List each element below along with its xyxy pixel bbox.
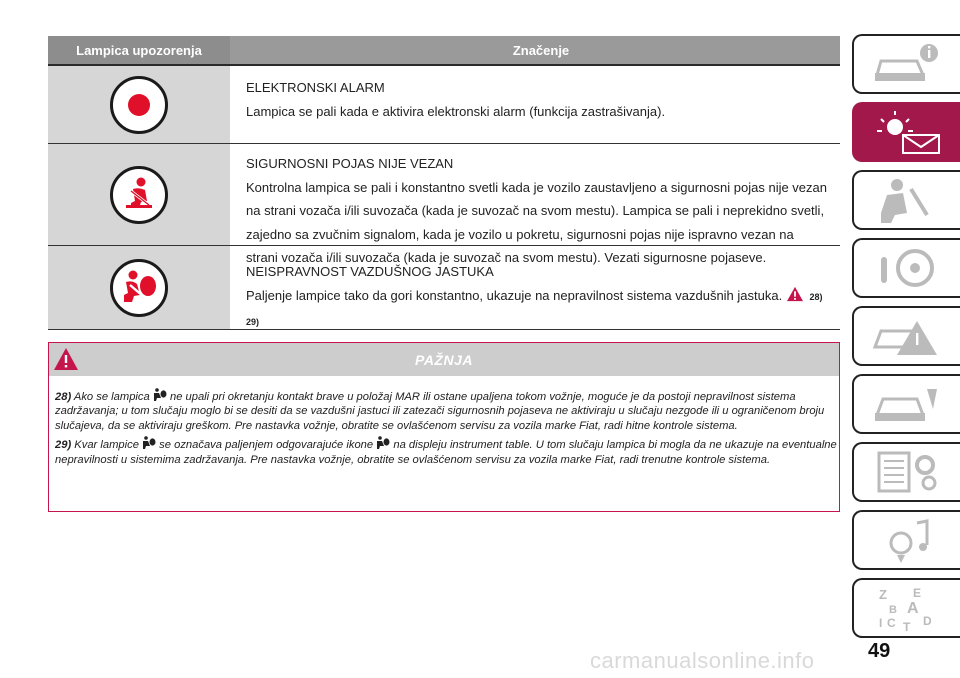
footnote-refs: 28) 29) <box>246 291 823 327</box>
note-text: Kvar lampice <box>74 439 139 452</box>
tab-index[interactable] <box>852 578 960 638</box>
seatbelt-icon <box>110 166 168 224</box>
index-letters-icon <box>867 583 947 633</box>
tab-starting-driving[interactable] <box>852 238 960 298</box>
warning-lights-table <box>48 36 840 330</box>
note-number: 29) <box>55 439 72 452</box>
meaning-cell <box>230 66 840 143</box>
tab-safety[interactable] <box>852 170 960 230</box>
tab-multimedia[interactable] <box>852 510 960 570</box>
table-header <box>48 36 840 64</box>
warning-body <box>49 376 839 467</box>
meaning-cell <box>230 144 840 265</box>
note-text: ne upali pri okretanju kontakt brave u položaj MAR ili ostane upaljena tokom vožnje, moguće je da postoji nepravilnost sistema zadržavanja; u tom slučaju moglo bi se desiti da se vazdušni jastuci ili zatezači sigurnosnih pojaseva ne aktiviraju u slučaju nezgode ili u ograničenom broju slučajeva, da se aktiviraju greškom. Pre nastavka vožnje, obratite se ovlašćenom servisu za vozila marke Fiat, radi hitne kontrole sistema. <box>55 391 825 432</box>
car-info-icon <box>867 39 947 89</box>
airbag-person-icon <box>142 436 156 449</box>
svg-text:A: A <box>907 600 919 617</box>
warning-triangle-icon <box>53 347 79 371</box>
airbag-icon <box>110 259 168 317</box>
tab-maintenance[interactable] <box>852 374 960 434</box>
row-title: ELEKTRONSKI ALARM <box>246 80 385 95</box>
warning-header <box>49 343 839 376</box>
steering-wheel-icon <box>867 243 947 293</box>
tab-warning-lights[interactable] <box>852 102 960 162</box>
airbag-person-icon <box>376 436 390 449</box>
row-title: SIGURNOSNI POJAS NIJE VEZAN <box>246 156 454 171</box>
row-description: Lampica se pali kada e aktivira elektronski alarm (funkcija zastrašivanja). <box>246 103 666 119</box>
table-row-alarm <box>48 66 840 144</box>
note-text: na displeju instrument table. U tom slučaju lampica bi mogla da ne ukazuje na eventualne nepravilnosti u sistemima zadržavanja. Pre nastavka vožnje, obratite se ovlašćenom servisu za vozila marke Fiat, radi trenutne kontrole sistema. <box>55 439 837 466</box>
red-dot-icon <box>110 76 168 134</box>
row-description: Kontrolna lampica se pali i konstantno svetli kada je vozilo zaustavljeno a sigurnosni pojas nije vezan na strani vozača i/ili suvozača (kada je suvozač na svom mestu). Lampica se pali i neprekidno svetli, zajedno sa zvučnim signalom, kada je vozilo u pokretu, sigurnosni pojas nije ispravno vezan na strani vozača i/ili suvozača (kada je suvozač na svom mestu). Vezati sigurnosne pojaseve. <box>246 179 828 265</box>
warning-note-28 <box>55 388 837 433</box>
row-title: NEISPRAVNOST VAZDUŠNOG JASTUKA <box>246 264 494 279</box>
warning-box <box>48 342 840 512</box>
meaning-cell <box>230 246 840 329</box>
warning-title: PAŽNJA <box>415 351 473 368</box>
svg-text:C: C <box>887 616 896 630</box>
row-description: Paljenje lampice tako da gori konstantno, ukazuje na nepravilnost sistema vazdušnih jastuka. <box>246 287 783 303</box>
svg-text:D: D <box>923 614 932 628</box>
icon-cell <box>48 246 230 329</box>
tab-technical-data[interactable] <box>852 442 960 502</box>
note-text: Ako se lampica <box>73 391 150 403</box>
header-meaning: Značenje <box>512 42 570 58</box>
emergency-icon <box>867 311 947 361</box>
svg-text:Z: Z <box>879 587 887 602</box>
airbag-person-icon <box>153 388 167 401</box>
tab-car-info[interactable] <box>852 34 960 94</box>
svg-text:I: I <box>879 616 883 630</box>
warning-triangle-icon <box>786 286 804 302</box>
svg-text:T: T <box>903 620 911 633</box>
table-row-seatbelt <box>48 144 840 265</box>
page-number: 49 <box>868 640 891 662</box>
icon-cell <box>48 66 230 143</box>
car-maintenance-icon <box>867 379 947 429</box>
note-text: se označava paljenjem odgovarajuće ikone <box>159 439 374 452</box>
svg-text:E: E <box>913 586 922 600</box>
svg-text:B: B <box>889 604 897 616</box>
watermark: carmanualsonline.info <box>590 648 815 673</box>
note-number: 28) <box>55 391 72 403</box>
table-row-airbag <box>48 246 840 330</box>
warning-note-29 <box>55 436 837 467</box>
warning-lights-icon <box>867 107 947 157</box>
row-description-wrap <box>246 284 828 335</box>
icon-cell <box>48 144 230 245</box>
technical-data-icon <box>867 447 947 497</box>
tab-emergency[interactable] <box>852 306 960 366</box>
header-warning-light: Lampica upozorenja <box>48 36 230 64</box>
seat-safety-icon <box>867 175 947 225</box>
multimedia-icon <box>867 515 947 565</box>
